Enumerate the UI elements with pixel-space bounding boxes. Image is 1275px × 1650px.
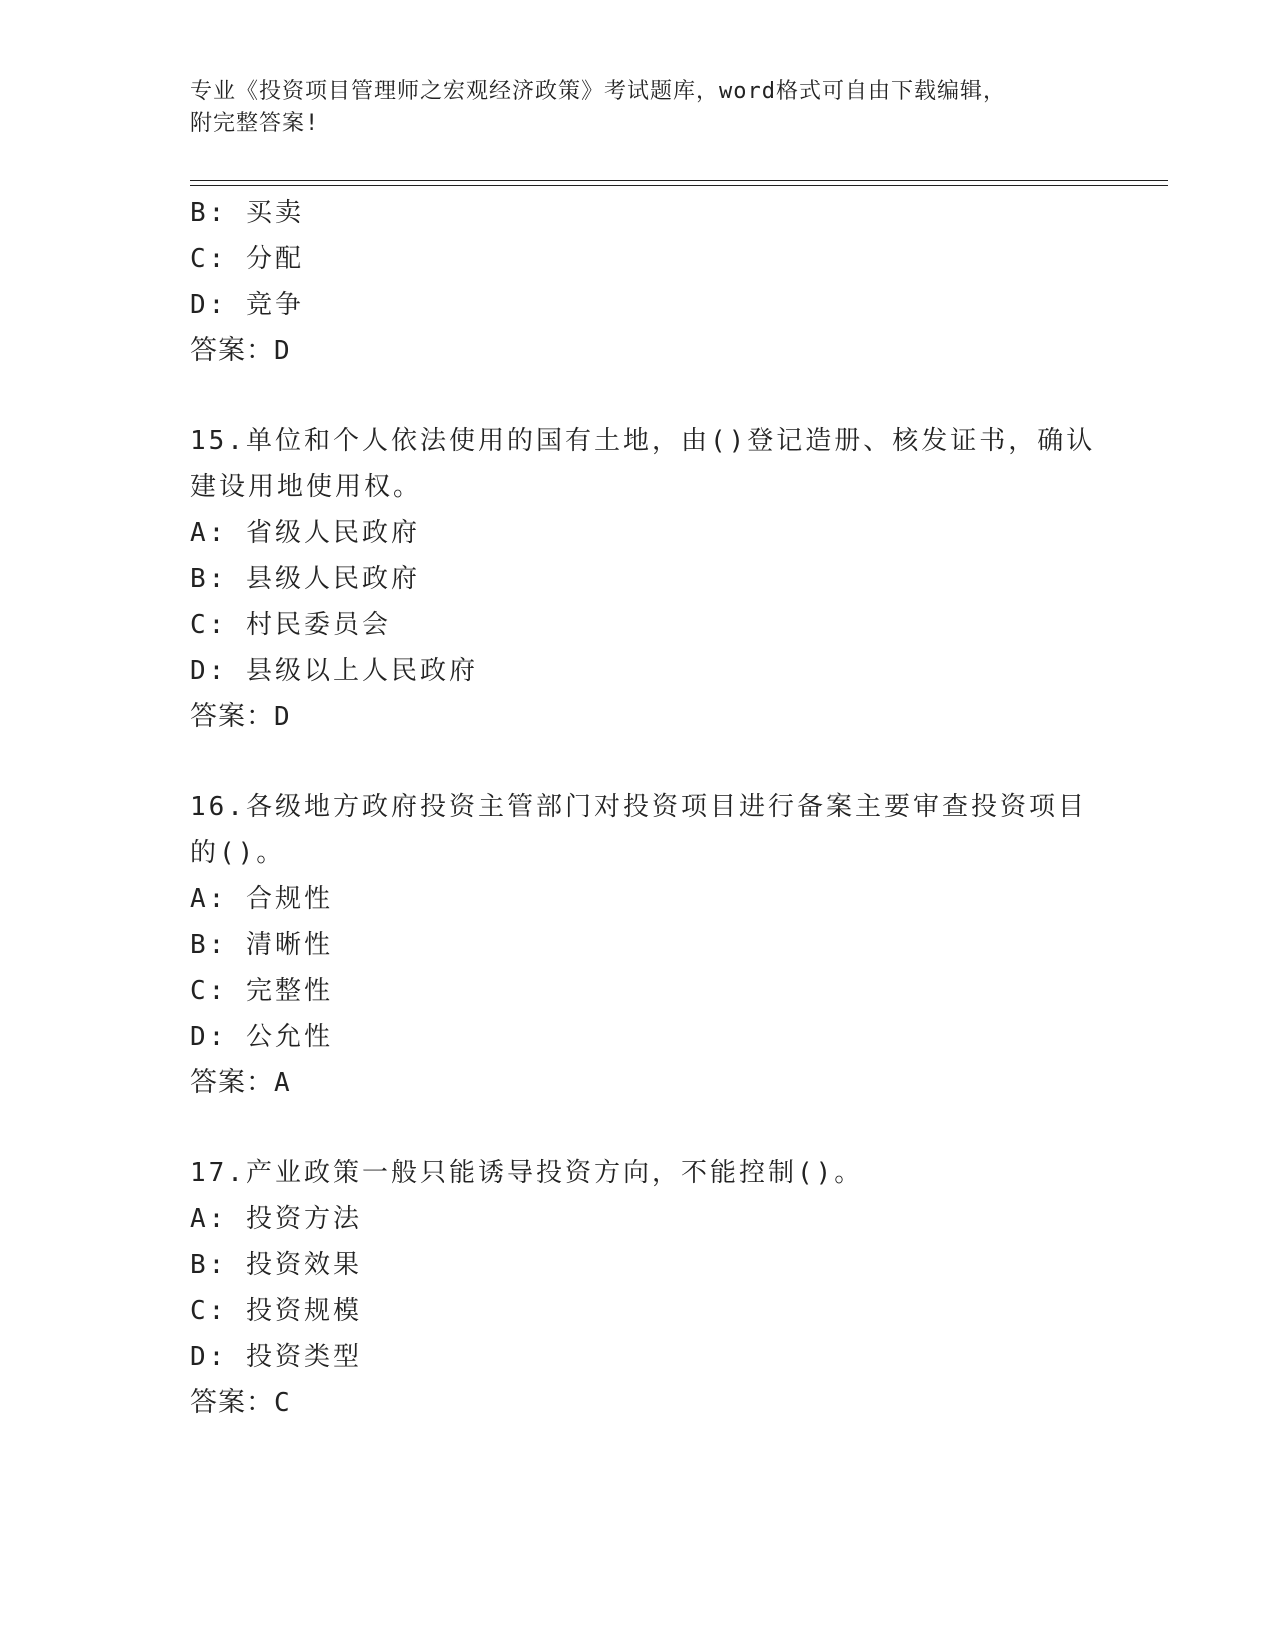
header-line-2: 附完整答案! <box>190 111 320 136</box>
question-text-line: 17.产业政策一般只能诱导投资方向，不能控制()。 <box>190 1158 864 1188</box>
answer-line <box>190 1380 1150 1426</box>
answer-label: 答案： <box>190 335 274 366</box>
question-block-14 <box>190 190 1150 374</box>
option-d: D: 公允性 <box>190 1022 333 1052</box>
question-text-line: 建设用地使用权。 <box>190 472 423 502</box>
option-a: A: 省级人民政府 <box>190 518 420 548</box>
header-rule-bottom <box>190 185 1168 186</box>
option-d: D: 竞争 <box>190 290 304 320</box>
header-rule-top <box>190 180 1168 181</box>
option-b: B: 买卖 <box>190 198 304 228</box>
answer-value: D <box>274 336 293 366</box>
option-b: B: 清晰性 <box>190 930 333 960</box>
answer-label: 答案： <box>190 1067 274 1098</box>
answer-line <box>190 694 1150 740</box>
option-c: C: 分配 <box>190 244 304 274</box>
option-b: B: 投资效果 <box>190 1250 362 1280</box>
question-block-17 <box>190 1150 1150 1426</box>
answer-label: 答案： <box>190 1387 274 1418</box>
header-line-1: 专业《投资项目管理师之宏观经济政策》考试题库，word格式可自由下载编辑， <box>190 79 1006 104</box>
option-b: B: 县级人民政府 <box>190 564 420 594</box>
answer-value: D <box>274 702 293 732</box>
answer-line <box>190 328 1150 374</box>
answer-value: C <box>274 1388 293 1418</box>
question-block-15 <box>190 418 1150 740</box>
document-header <box>190 76 1090 140</box>
question-text-line: 15.单位和个人依法使用的国有土地，由()登记造册、核发证书，确认 <box>190 426 1096 456</box>
answer-label: 答案： <box>190 701 274 732</box>
question-text-line: 16.各级地方政府投资主管部门对投资项目进行备案主要审查投资项目 <box>190 792 1087 822</box>
option-a: A: 投资方法 <box>190 1204 362 1234</box>
option-c: C: 村民委员会 <box>190 610 391 640</box>
answer-line <box>190 1060 1150 1106</box>
question-text-line: 的()。 <box>190 838 286 868</box>
question-block-16 <box>190 784 1150 1106</box>
option-c: C: 完整性 <box>190 976 333 1006</box>
option-d: D: 县级以上人民政府 <box>190 656 478 686</box>
answer-value: A <box>274 1068 293 1098</box>
question-list <box>190 190 1150 1426</box>
option-c: C: 投资规模 <box>190 1296 362 1326</box>
option-a: A: 合规性 <box>190 884 333 914</box>
option-d: D: 投资类型 <box>190 1342 362 1372</box>
